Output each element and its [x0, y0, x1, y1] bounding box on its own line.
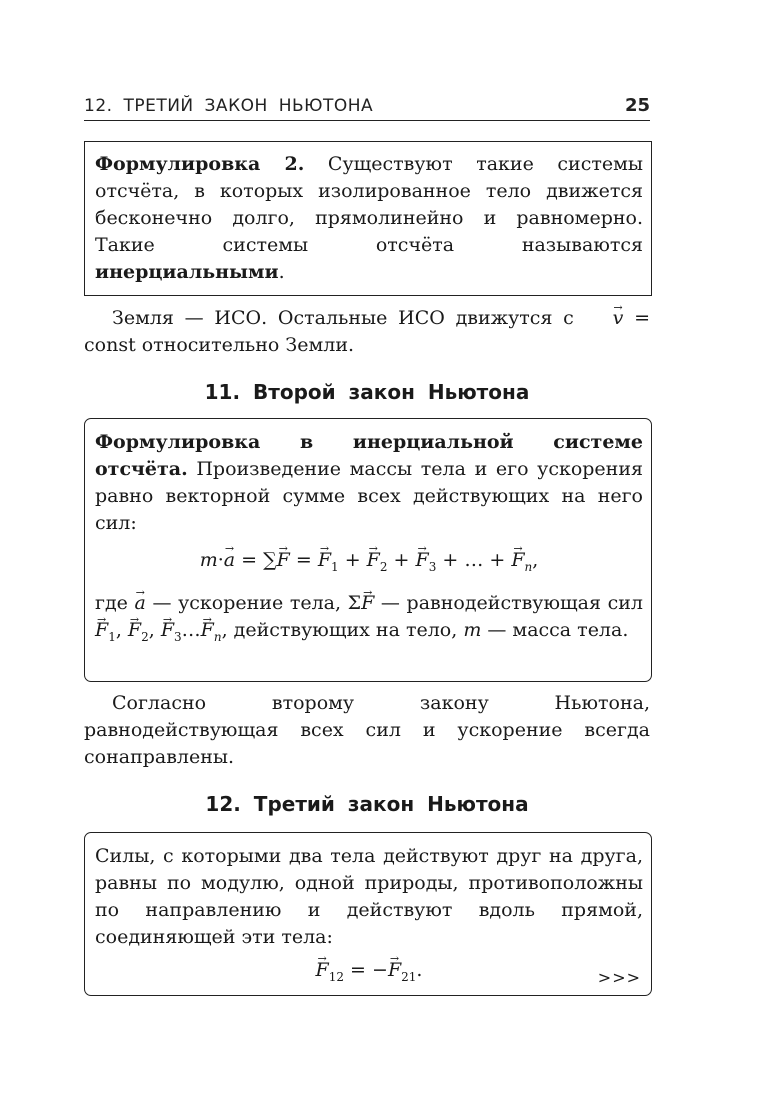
- formula-second-law: [95, 543, 643, 584]
- formula-force-2: → F: [367, 543, 380, 577]
- where-text: , действующих на тело,: [221, 618, 464, 641]
- formula-sub-2: 2: [379, 559, 388, 574]
- where-force-1: → F: [95, 617, 108, 644]
- where-text: где: [95, 591, 135, 614]
- definition-box-inertial: [84, 141, 652, 296]
- formula-force-n: → F: [511, 543, 524, 577]
- formula-equals: =: [289, 549, 318, 571]
- where-sep: ,: [148, 618, 161, 641]
- formula-equals-sum: = ∑: [235, 549, 277, 571]
- definition-text: Силы, с которыми два тела действуют друг на друга, равны по модулю, одной природы, противоположны по направлению и действуют вдоль прямой, соединяющей эти тела:: [95, 845, 643, 948]
- where-text: — ускорение тела, Σ: [145, 591, 362, 614]
- where-text: — равнодействующая сил: [374, 591, 643, 614]
- definition-text: Существуют такие системы отсчёта, в которых изолированное тело движется бесконечно долго, прямолинейно и равномерно. Такие системы отсчёта называются: [95, 153, 643, 256]
- formula-acceleration: → a: [224, 543, 235, 577]
- formula-equals-minus: = −: [344, 959, 388, 981]
- where-acceleration: → a: [135, 590, 146, 617]
- definition-end: .: [278, 261, 285, 283]
- where-dots: …: [181, 618, 201, 641]
- section-heading-second-law: 11. Второй закон Ньютона: [204, 380, 530, 404]
- formula-force-1: → F: [318, 543, 331, 577]
- paragraph-text: Земля — ИСО. Остальные ИСО движутся с: [112, 307, 585, 329]
- where-sep: ,: [115, 618, 128, 641]
- paragraph-earth: [84, 305, 650, 359]
- where-mass: m: [463, 618, 482, 641]
- where-sub-3: 3: [174, 629, 182, 644]
- definition-label: Формулировка в инерциальной системе отсчёта.: [95, 431, 643, 480]
- definition-label: Формулировка 2.: [95, 153, 305, 175]
- formula-sub-1: 1: [331, 559, 339, 574]
- formula-force-12: → F: [316, 953, 329, 987]
- definition-term: инерциальными: [95, 261, 279, 283]
- formula-dot: ·: [217, 549, 224, 571]
- formula-mass: m: [199, 549, 218, 571]
- where-force-n: → F: [201, 617, 214, 644]
- where-sub-1: 1: [108, 629, 116, 644]
- velocity-vector: → v: [585, 305, 624, 332]
- page-number: 25: [624, 95, 650, 116]
- running-header: [84, 96, 650, 121]
- formula-third-law: [95, 953, 643, 994]
- formula-sub-n: n: [524, 559, 533, 574]
- formula-force-21: → F: [388, 953, 401, 987]
- formula-sub-12: 12: [328, 969, 345, 984]
- where-sub-2: 2: [141, 629, 149, 644]
- formula-plus: +: [338, 549, 367, 571]
- where-force-3: → F: [161, 617, 174, 644]
- formula-plus: +: [387, 549, 416, 571]
- where-text: — масса тела.: [481, 618, 629, 641]
- where-sub-n: n: [213, 629, 222, 644]
- section-heading-third-law: 12. Третий закон Ньютона: [205, 792, 529, 816]
- formula-period: .: [416, 959, 423, 981]
- formula-plus-dots: + … +: [436, 549, 512, 571]
- formula-force-sum: → F: [277, 543, 290, 577]
- formula-sub-21: 21: [401, 969, 417, 984]
- definition-text: Произведение массы тела и его ускорения равно векторной сумме всех действующих на него сил:: [95, 458, 643, 534]
- where-force-2: → F: [128, 617, 141, 644]
- where-force-sum: → F: [361, 590, 374, 617]
- formula-sub-3: 3: [428, 559, 437, 574]
- formula-comma: ,: [532, 549, 539, 571]
- continuation-arrows: >>>: [597, 968, 641, 987]
- running-title: 12. ТРЕТИЙ ЗАКОН НЬЮТОНА: [84, 96, 374, 116]
- definition-box-third-law: [84, 832, 652, 996]
- definition-box-second-law: [84, 418, 652, 682]
- paragraph-codirected: Согласно второму закону Ньютона, равнодействующая всех сил и ускорение всегда сонаправлены.: [84, 692, 650, 768]
- paragraph-text-end: = const относительно Земли.: [84, 307, 650, 356]
- formula-force-3: → F: [416, 543, 429, 577]
